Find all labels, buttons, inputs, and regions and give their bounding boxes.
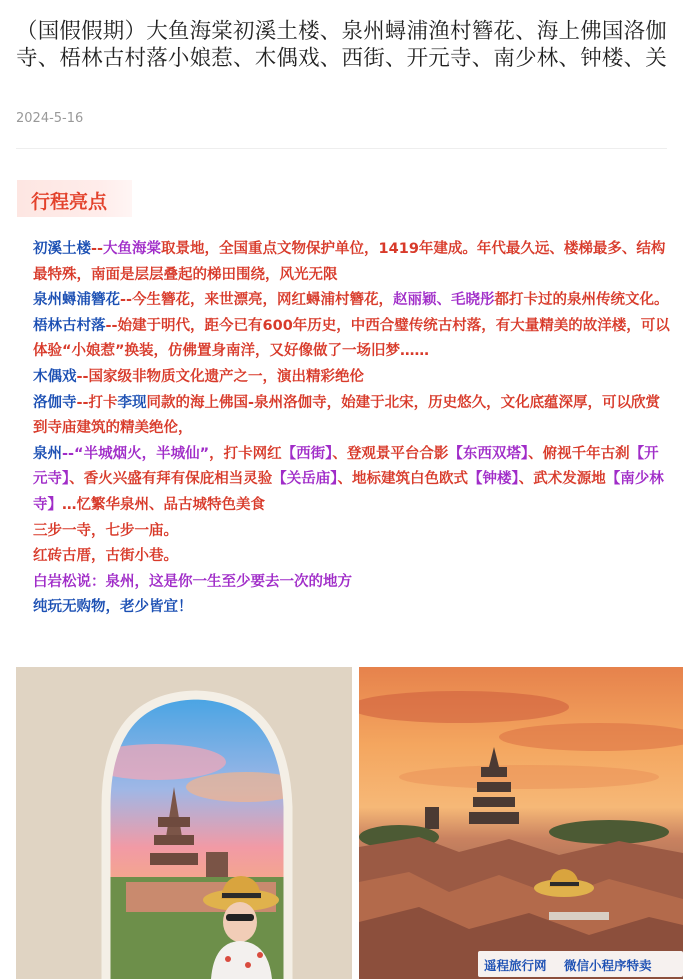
- watermark-brand: 遥程旅行网: [484, 958, 547, 973]
- photo-sunset-old-town: [359, 667, 683, 979]
- highlight-name: 泉州: [33, 445, 62, 462]
- highlights-content: [33, 237, 673, 621]
- highlight-text: …忆繁华泉州、品古城特色美食: [62, 496, 265, 513]
- highlight-em: 大鱼海棠: [103, 241, 162, 257]
- highlight-puppet: [33, 365, 673, 391]
- highlight-line: 纯玩无购物，老少皆宜！: [33, 599, 193, 616]
- highlight-line: 三步一寺，七步一庙。: [33, 522, 178, 539]
- highlight-text: ，打卡网红: [209, 445, 282, 462]
- highlight-text: --今生簪花，来世漂亮，网红蟳浦村簪花，: [120, 292, 394, 309]
- highlight-text: 取景地，全国重点文物保护单位，1419年建成。年代最久远、楼梯最多、结构最特殊，南面是层层叠起的梯田围绕，风光无限: [33, 241, 666, 283]
- highlight-bracket: 【南少林寺】: [33, 471, 664, 513]
- highlight-em: 赵丽颖、毛晓彤: [393, 292, 495, 309]
- highlight-bracket: 【钟楼】: [468, 471, 519, 488]
- highlight-line: 红砖古厝，古街小巷。: [33, 548, 178, 565]
- highlight-line: 白岩松说：泉州，这是你一生至少要去一次的地方: [33, 573, 352, 590]
- highlight-text: 都打卡过的泉州传统文化。: [494, 292, 669, 309]
- highlight-text: 同款的海上佛国-泉州洛伽寺，始建于北宋，历史悠久，文化底蕴深厚，可以欣赏到寺庙建筑的精美绝伦，: [33, 394, 661, 437]
- highlight-text: 、香火兴盛有拜有保庇相当灵验: [69, 471, 273, 488]
- watermark: [478, 951, 683, 977]
- highlight-text: 、武术发源地: [518, 471, 606, 488]
- highlight-luojia: [33, 391, 673, 442]
- highlight-text: 、俯视千年古刹: [528, 445, 630, 462]
- highlight-em: --“半城烟火，半城仙”: [62, 445, 210, 462]
- section-title: 行程亮点: [31, 191, 108, 213]
- highlight-text: --打卡: [76, 394, 118, 411]
- highlight-name: 初溪土楼: [33, 241, 91, 257]
- highlight-name: 泉州蟳浦簪花: [33, 292, 120, 309]
- article-date: 2024-5-16: [16, 111, 84, 126]
- highlight-quanzhou: [33, 442, 673, 519]
- highlight-bracket: 【关岳庙】: [272, 471, 338, 488]
- highlight-text: --始建于明代，距今已有600年历史，中西合璧传统古村落，有大量精美的故洋楼，可以体验“小娘惹”换装，仿佛置身南洋，又好像做了一场旧梦……: [33, 317, 670, 360]
- divider: [16, 148, 667, 149]
- separator: --: [91, 241, 104, 257]
- highlight-wulin: [33, 314, 673, 365]
- highlight-name: 木偶戏: [33, 368, 77, 385]
- highlight-name: 梧林古村落: [33, 317, 106, 334]
- highlight-text: 、登观景平台合影: [332, 445, 449, 462]
- photo-arched-window-illustration: [16, 667, 352, 979]
- highlight-text: --国家级非物质文化遗产之一，演出精彩绝伦: [76, 368, 365, 385]
- photo-sunset-illustration: [359, 667, 683, 979]
- highlight-name: 洛伽寺: [33, 394, 77, 411]
- section-badge: [17, 180, 132, 217]
- highlight-text: 、地标建筑白色欧式: [337, 471, 468, 488]
- highlight-bracket: 【开元寺】: [33, 445, 659, 488]
- highlight-chuxi: [33, 237, 673, 288]
- highlight-xunpu: [33, 288, 673, 314]
- highlight-bracket: 【西街】: [281, 445, 333, 462]
- article-title: （国假假期）大鱼海棠初溪土楼、泉州蟳浦渔村簪花、海上佛国洛伽寺、梧林古村落小娘惹、木偶戏、西街、开元寺、南少林、钟楼、关: [16, 19, 668, 71]
- watermark-slogan: 微信小程序特卖: [564, 958, 652, 973]
- highlight-em: 李现: [117, 394, 147, 411]
- highlight-bracket: 【东西双塔】: [448, 445, 529, 462]
- photo-arched-window: [16, 667, 352, 979]
